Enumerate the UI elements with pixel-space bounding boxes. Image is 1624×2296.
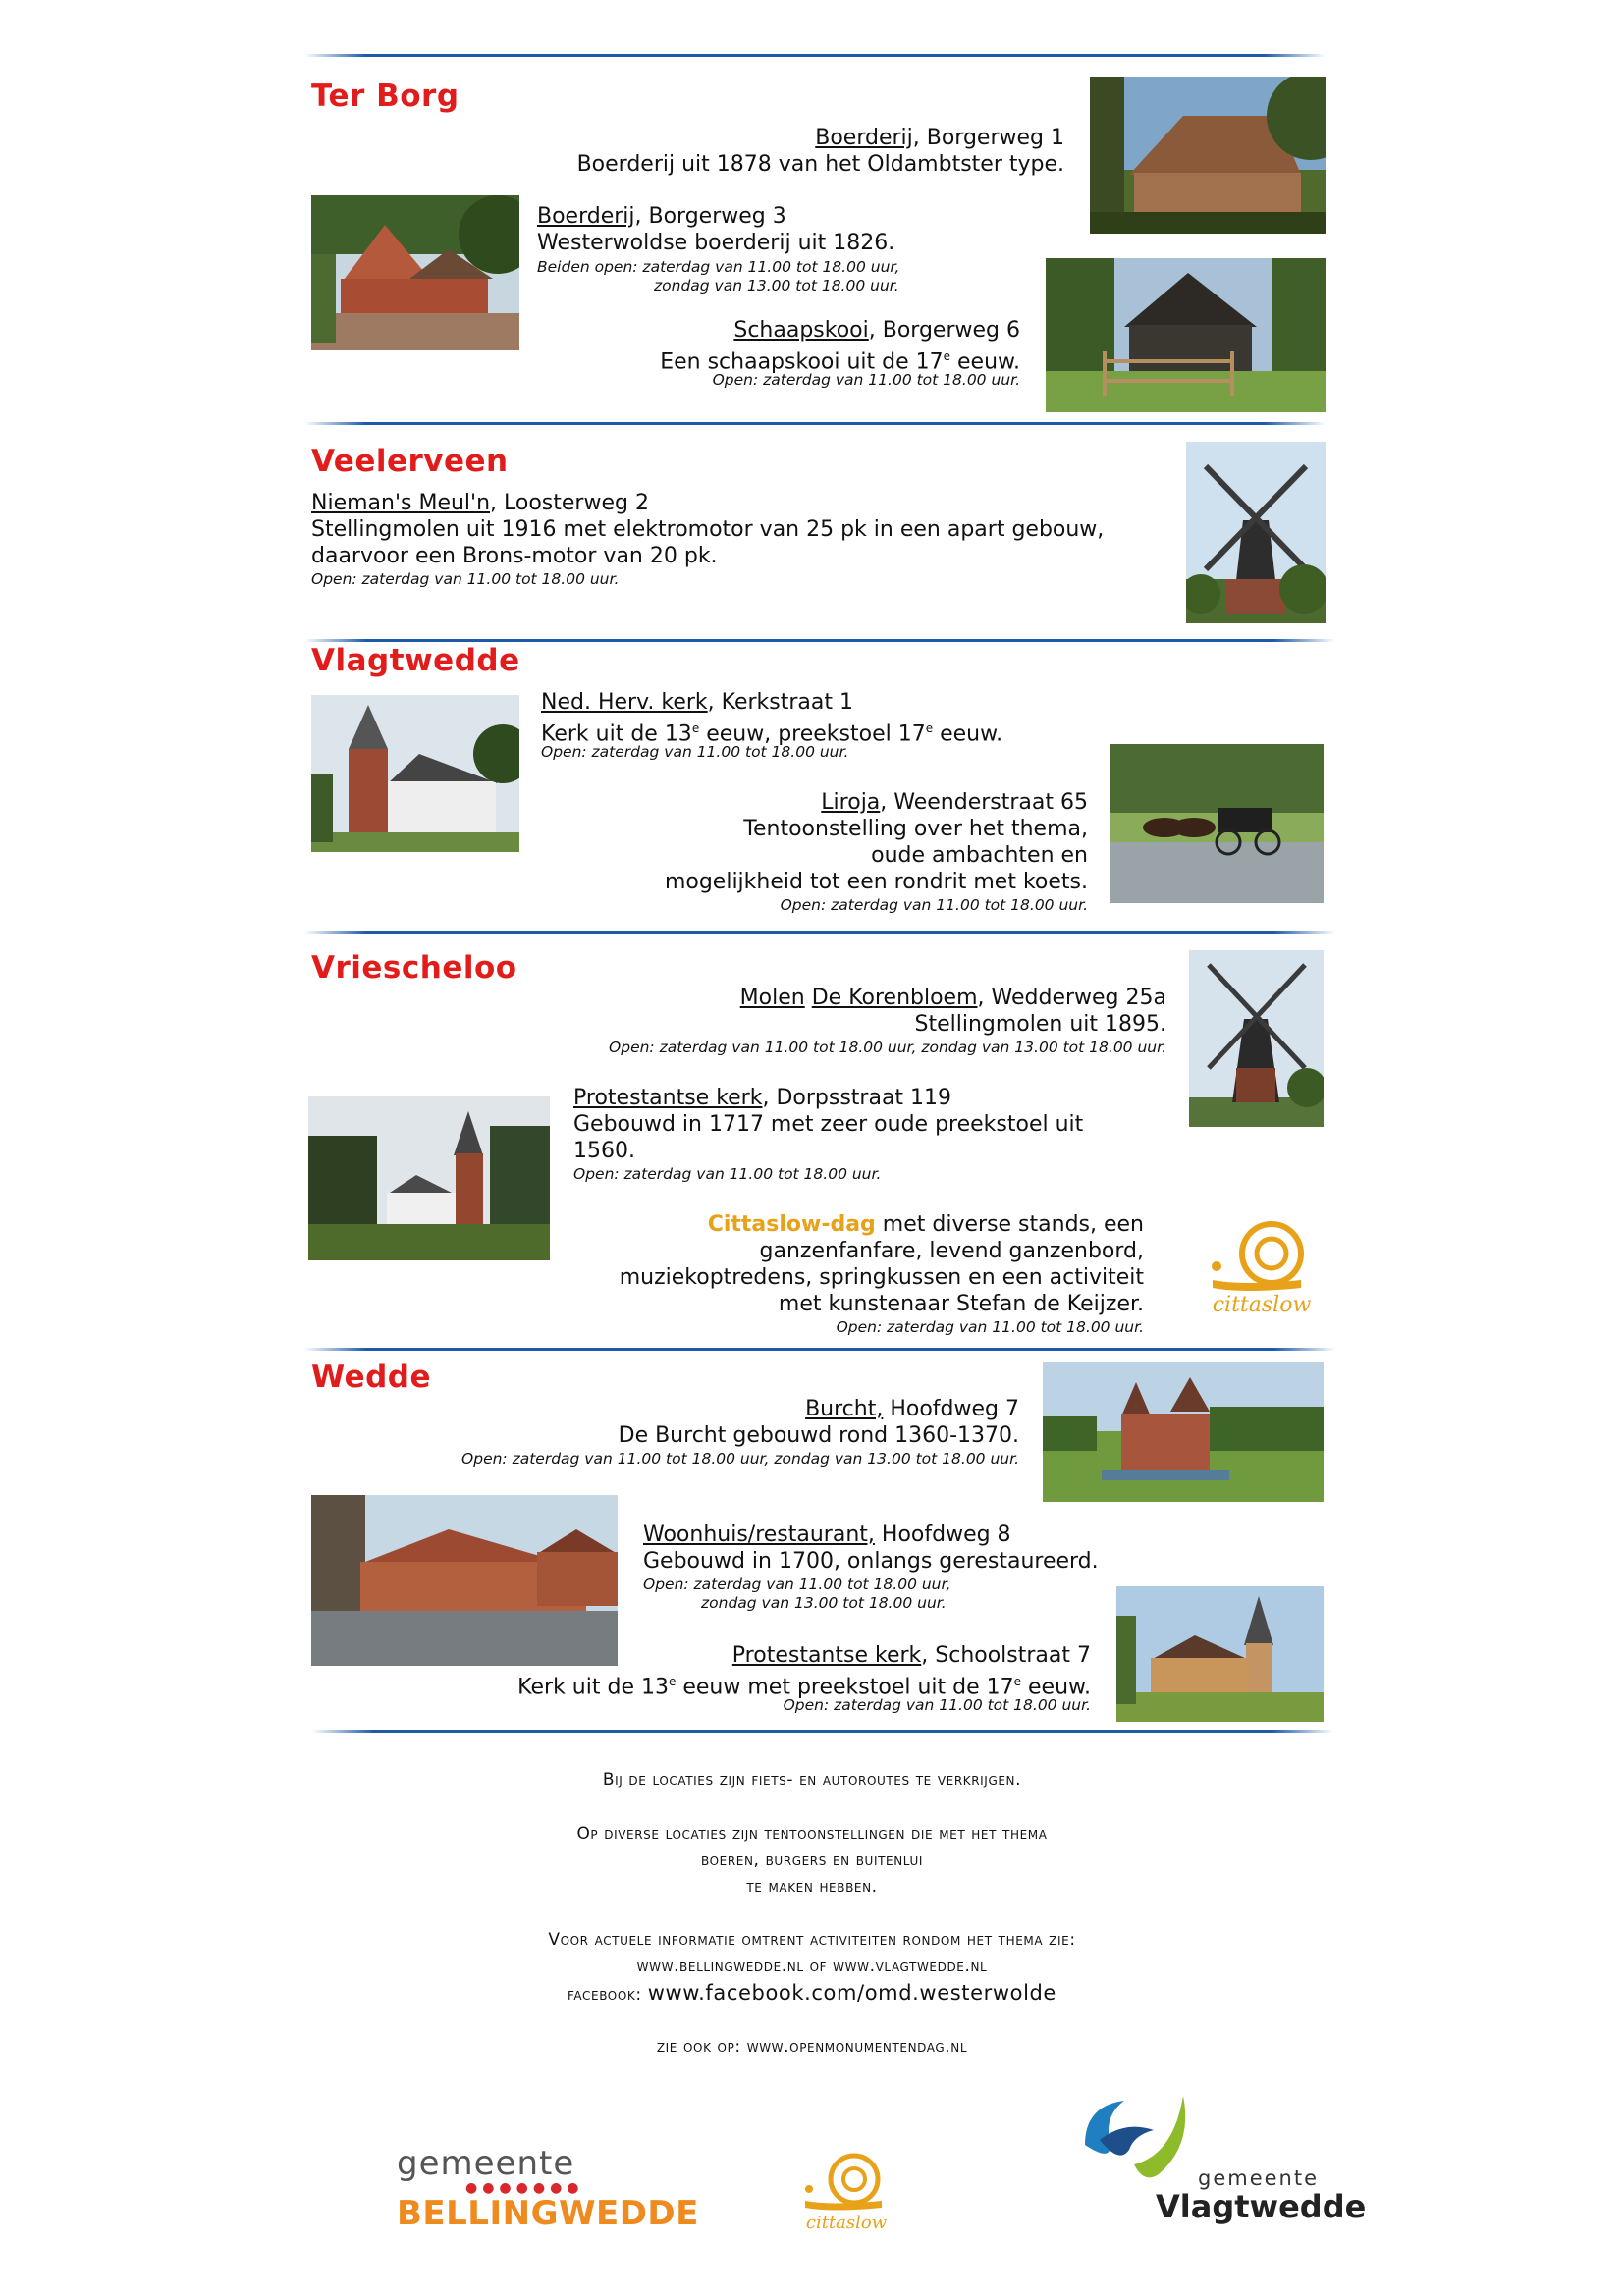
facebook-label: facebook: [568, 1985, 648, 2004]
item-description: Gebouwd in 1717 met zeer oude preekstoel uit [573, 1112, 1084, 1137]
footer-info [0, 1821, 1624, 1900]
logo-vlagtwedde-top: gemeente [1198, 2166, 1320, 2190]
photo-liroja-koets [1110, 744, 1324, 903]
item-name: Woonhuis/restaurant, [643, 1522, 875, 1547]
opening-hours: Open: zaterdag van 11.00 tot 18.00 uur. [783, 1696, 1091, 1714]
footer-line: te maken hebben. [746, 1877, 878, 1896]
item-address: Hoofdweg 7 [883, 1397, 1019, 1421]
opening-hours: zondag van 13.00 tot 18.00 uur. [654, 277, 899, 294]
item-address: , Wedderweg 25a [977, 986, 1166, 1010]
item-description: Westerwoldse boerderij uit 1826. [537, 231, 895, 255]
item-address: , Schoolstraat 7 [921, 1643, 1091, 1668]
item-liroja-heading [821, 789, 1088, 816]
item-woonhuis-restaurant-heading [643, 1522, 1011, 1548]
facebook-link[interactable]: www.facebook.com/omd.westerwolde [647, 1981, 1056, 2004]
footer-line: Op diverse locaties zijn tentoonstellingen die met het thema [576, 1824, 1048, 1843]
cittaslow-snail-logo [1203, 1209, 1319, 1317]
desc-part: Kerk uit de 13 [541, 721, 692, 747]
opening-hours: Open: zaterdag van 11.00 tot 18.00 uur. [573, 1165, 882, 1183]
item-niemans-meuln-heading [311, 490, 649, 516]
item-description: met kunstenaar Stefan de Keijzer. [778, 1292, 1144, 1316]
logo-bellingwedde-top: gemeente [397, 2144, 575, 2183]
superscript: e [668, 1675, 677, 1688]
desc-part: met diverse stands, een [875, 1212, 1144, 1237]
footer-line[interactable]: zie ook op: www.openmonumentendag.nl [656, 2037, 968, 2056]
superscript: e [691, 721, 700, 735]
item-description: Boerderij uit 1878 van het Oldambtster type. [576, 152, 1064, 177]
desc-part: eeuw. [950, 349, 1020, 375]
superscript: e [943, 349, 951, 363]
item-ned-herv-kerk-heading [541, 689, 853, 716]
opening-hours: Open: zaterdag van 11.00 tot 18.00 uur. [541, 743, 849, 761]
desc-part: eeuw. [1021, 1675, 1091, 1700]
item-description: daarvoor een Brons-motor van 20 pk. [311, 544, 718, 568]
photo-burcht-wedde [1043, 1362, 1324, 1502]
item-molen-korenbloem-heading [740, 985, 1166, 1011]
item-name: Boerderij [537, 204, 635, 229]
item-schaapskooi-heading [733, 317, 1020, 344]
item-address: , Kerkstraat 1 [707, 690, 853, 715]
item-cittaslow-dag-heading [708, 1211, 1144, 1238]
footer-line: Voor actuele informatie omtrent activiteiten rondom het thema zie: [548, 1930, 1076, 1949]
opening-hours: Open: zaterdag van 11.00 tot 18.00 uur, zondag van 13.00 tot 18.00 uur. [609, 1039, 1166, 1056]
opening-hours: Beiden open: zaterdag van 11.00 tot 18.00 uur, [537, 258, 900, 276]
section-divider [304, 931, 1335, 934]
photo-protestantse-kerk-wedde [1116, 1586, 1324, 1722]
item-description: ganzenfanfare, levend ganzenbord, [759, 1239, 1144, 1263]
desc-part: Een schaapskooi uit de 17 [660, 349, 944, 375]
section-title-wedde: Wedde [311, 1360, 432, 1395]
logo-bellingwedde-bottom: BELLINGWEDDE [397, 2194, 699, 2233]
item-address: , Loosterweg 2 [490, 491, 649, 515]
item-address: , Weenderstraat 65 [880, 790, 1088, 815]
photo-ned-herv-kerk [311, 695, 519, 852]
item-boerderij-1-heading [815, 125, 1064, 151]
footer-facebook [0, 1980, 1624, 2008]
photo-windmill-niemans-meuln [1186, 442, 1326, 623]
photo-woonhuis-restaurant [311, 1495, 618, 1666]
cittaslow-wordmark: cittaslow [1212, 1293, 1312, 1317]
item-boerderij-3-heading [537, 203, 786, 230]
photo-boerderij-borgerweg-1 [1090, 77, 1326, 234]
superscript: e [925, 721, 934, 735]
item-address: Hoofdweg 8 [874, 1522, 1011, 1547]
item-burcht-heading [805, 1396, 1019, 1422]
superscript: e [1013, 1675, 1022, 1688]
section-divider [304, 639, 1335, 642]
item-description: Gebouwd in 1700, onlangs gerestaureerd. [643, 1549, 1099, 1574]
section-divider [304, 422, 1326, 425]
desc-part: Kerk uit de 13 [517, 1675, 669, 1700]
item-description: Stellingmolen uit 1916 met elektromotor van 25 pk in een apart gebouw, [311, 517, 1105, 542]
logo-cittaslow [797, 2140, 895, 2233]
item-name: Molen [739, 986, 805, 1010]
footer-links[interactable]: www.bellingwedde.nl of www.vlagtwedde.nl [636, 1956, 988, 1976]
opening-hours: Open: zaterdag van 11.00 tot 18.00 uur, zondag van 13.00 tot 18.00 uur. [461, 1450, 1019, 1468]
section-title-ter-borg: Ter Borg [311, 79, 460, 114]
opening-hours: Open: zaterdag van 11.00 tot 18.00 uur. [712, 371, 1020, 389]
snail-icon [1203, 1209, 1319, 1317]
item-description: De Burcht gebouwd rond 1360-1370. [618, 1423, 1019, 1448]
item-protestantse-kerk-wedde-heading [732, 1642, 1091, 1669]
opening-hours: Open: zaterdag van 11.00 tot 18.00 uur. [780, 896, 1088, 914]
item-name: Schaapskooi [733, 318, 869, 343]
item-name: De Korenbloem [811, 986, 978, 1010]
footer-line: Bij de locaties zijn fiets- en autoroutes te verkrijgen. [602, 1770, 1022, 1789]
photo-schaapskooi [1046, 258, 1326, 412]
section-divider [304, 1348, 1335, 1351]
item-name: Cittaslow-dag [707, 1212, 876, 1237]
opening-hours: Open: zaterdag van 11.00 tot 18.00 uur. [311, 570, 620, 588]
item-description: 1560. [573, 1139, 635, 1163]
item-description: Stellingmolen uit 1895. [914, 1012, 1166, 1037]
opening-hours: Open: zaterdag van 11.00 tot 18.00 uur, [643, 1575, 951, 1593]
section-title-veelerveen: Veelerveen [311, 444, 509, 479]
snail-icon [797, 2140, 895, 2233]
footer-info [0, 1767, 1624, 1793]
item-name: Protestantse kerk [573, 1086, 763, 1110]
item-address: , Dorpsstraat 119 [762, 1086, 952, 1110]
logo-gemeente-vlagtwedde [1065, 2086, 1367, 2233]
desc-part: eeuw met preekstoel uit de 17 [676, 1675, 1014, 1700]
photo-boerderij-borgerweg-3 [311, 195, 519, 350]
opening-hours: zondag van 13.00 tot 18.00 uur. [701, 1594, 947, 1612]
section-divider [304, 54, 1326, 57]
cittaslow-wordmark: cittaslow [805, 2213, 888, 2233]
section-title-vriescheloo: Vriescheloo [311, 950, 517, 986]
section-divider [312, 1730, 1333, 1733]
opening-hours: Open: zaterdag van 11.00 tot 18.00 uur. [836, 1318, 1144, 1336]
item-description: muziekoptredens, springkussen en een activiteit [619, 1265, 1144, 1290]
item-name: Ned. Herv. kerk [541, 690, 708, 715]
section-title-vlagtwedde: Vlagtwedde [311, 643, 520, 678]
item-address: , Borgerweg 3 [634, 204, 786, 229]
item-name: Nieman's Meul'n [311, 491, 491, 515]
item-description: mogelijkheid tot een rondrit met koets. [664, 870, 1088, 894]
logo-vlagtwedde-bottom: Vlagtwedde [1156, 2188, 1367, 2225]
footer-info [0, 1927, 1624, 2008]
item-name: Boerderij [815, 126, 913, 150]
swirl-icon [1065, 2086, 1203, 2194]
item-description: oude ambachten en [871, 843, 1088, 868]
item-description: Tentoonstelling over het thema, [743, 817, 1088, 841]
photo-windmill-de-korenbloem [1189, 950, 1324, 1127]
photo-protestantse-kerk-vriescheloo [308, 1096, 550, 1260]
desc-part: eeuw, preekstoel 17 [699, 721, 926, 747]
item-address: , Borgerweg 1 [912, 126, 1064, 150]
footer-info [0, 2034, 1624, 2060]
dots-decoration: ●●●●●●● [465, 2180, 584, 2196]
item-name: Burcht, [805, 1397, 884, 1421]
item-protestantse-kerk-heading [573, 1085, 951, 1111]
desc-part: eeuw. [933, 721, 1003, 747]
item-name: Liroja [821, 790, 881, 815]
item-name: Protestantse kerk [731, 1643, 922, 1668]
footer-line: boeren, burgers en buitenlui [701, 1850, 923, 1870]
item-address: , Borgerweg 6 [868, 318, 1020, 343]
logo-gemeente-bellingwedde [397, 2144, 699, 2233]
